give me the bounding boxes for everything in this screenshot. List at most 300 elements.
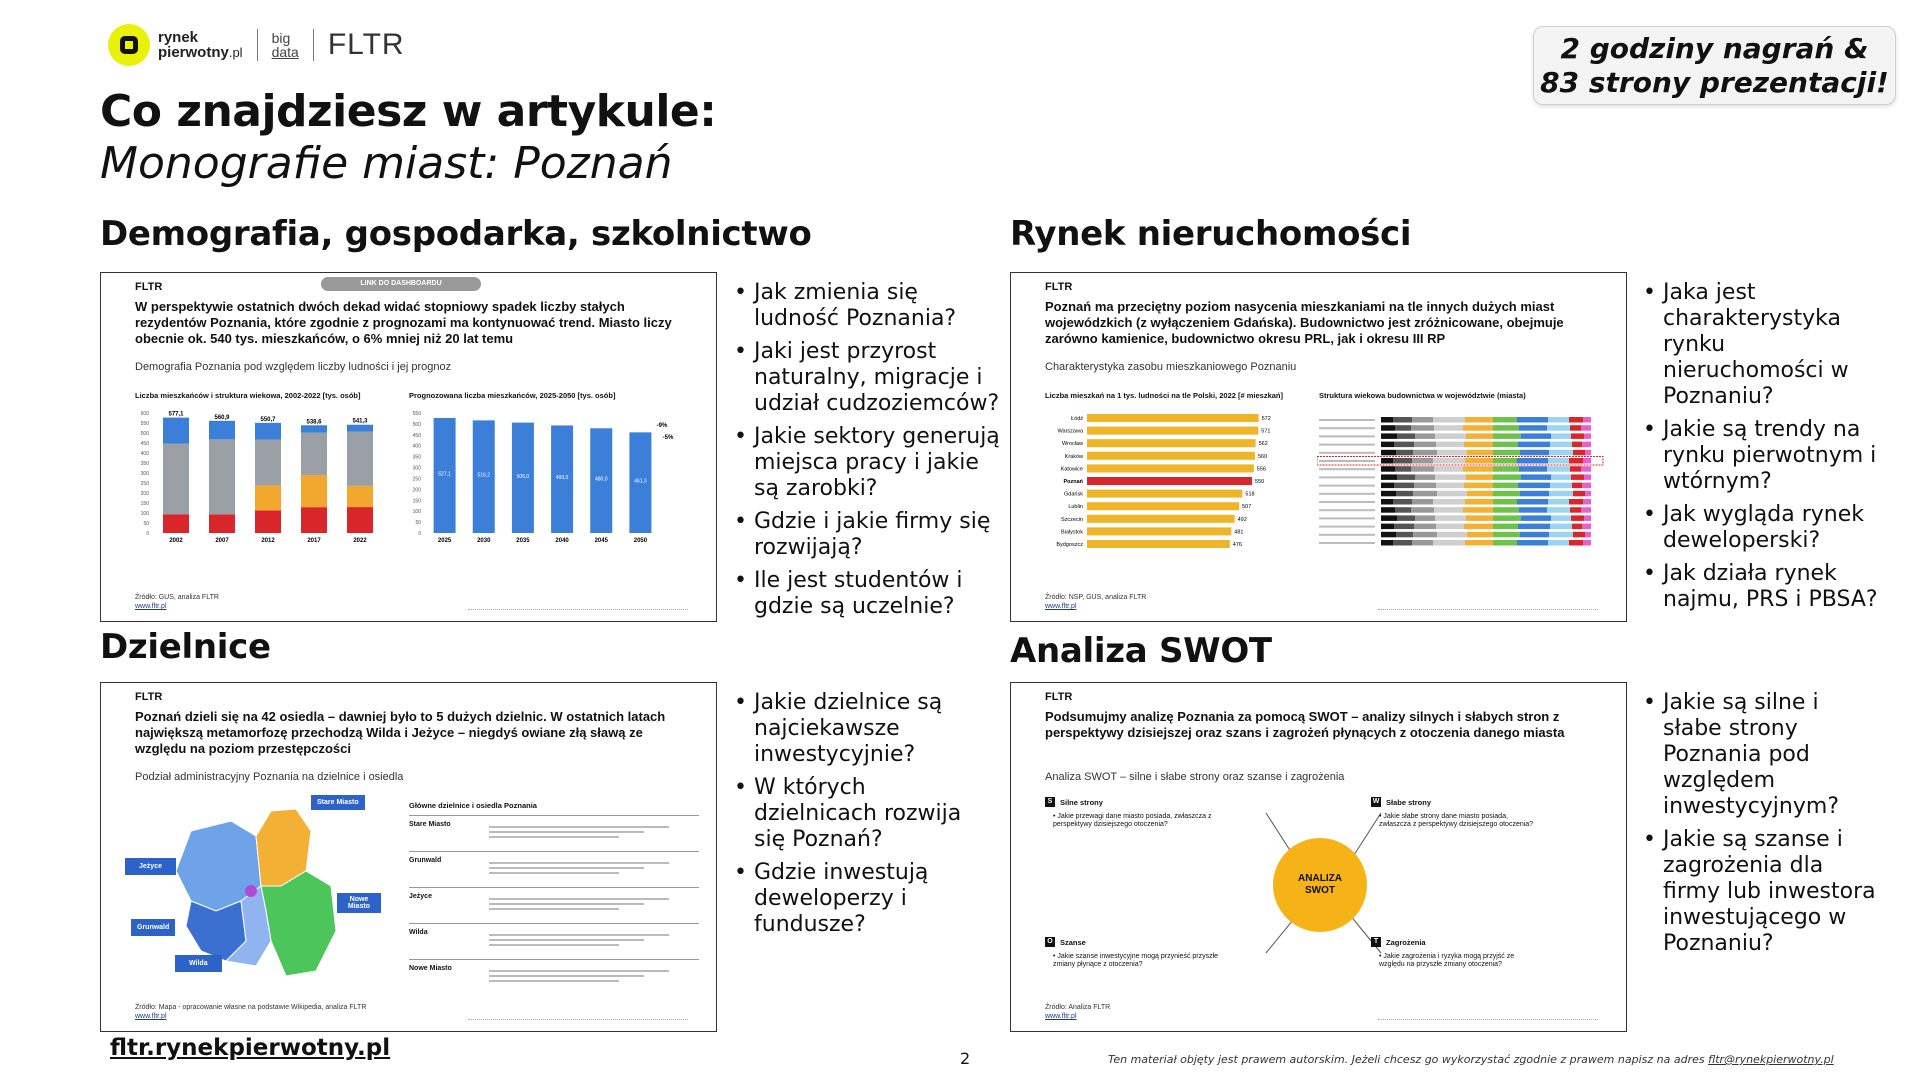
stripe-segment xyxy=(1493,466,1519,472)
stripe-segment xyxy=(1517,499,1548,505)
row-label-placeholder xyxy=(1319,468,1375,470)
promo-box xyxy=(1533,26,1896,105)
stripe-segment xyxy=(1436,524,1464,530)
bar-total-label: 560,9 xyxy=(214,414,230,421)
promo-line1: 2 godziny nagrań & xyxy=(1560,31,1869,65)
district-row-name: Nowe Miasto xyxy=(409,965,452,972)
stripe-segment xyxy=(1581,425,1591,431)
stripe-segment xyxy=(1434,425,1463,431)
stripe-segment xyxy=(1521,433,1551,439)
bar-value-label: 507 xyxy=(1242,504,1252,511)
stripe-segment xyxy=(1466,515,1493,521)
stripe-segment xyxy=(1393,540,1412,546)
category-label: Łódź xyxy=(1071,416,1083,422)
stripe-segment xyxy=(1547,425,1570,431)
bullet-item: • Ile jest studentów i gdzie są uczelnie? xyxy=(734,568,1004,620)
stripe-segment xyxy=(1411,425,1434,431)
copyright-email[interactable]: fltr@rynekpierwotny.pl xyxy=(1708,1053,1834,1066)
row-label-placeholder xyxy=(1319,427,1375,429)
bullet-item: • Jakie sektory generują miejsca pracy i jakie są zarobki? xyxy=(734,424,1004,502)
stripe-segment xyxy=(1381,507,1395,513)
forecast-chart xyxy=(405,405,695,555)
stripe-segment xyxy=(1550,483,1572,489)
row-label-placeholder xyxy=(1319,485,1375,487)
stripe-segment xyxy=(1433,417,1465,423)
housing-bar xyxy=(1087,515,1235,523)
stripe-segment xyxy=(1572,483,1582,489)
slide-brand: FLTR xyxy=(1045,691,1073,703)
stripe-segment xyxy=(1467,450,1493,456)
swot-quadrant xyxy=(1371,797,1591,829)
y-tick-label: 300 xyxy=(412,465,421,472)
logo-row xyxy=(108,22,405,68)
districts-list-title: Główne dzielnice i osiedla Poznania xyxy=(409,801,537,810)
stripe-segment xyxy=(1414,442,1436,448)
bar-segment xyxy=(347,507,373,533)
stripe-segment xyxy=(1465,458,1493,464)
bar-segment xyxy=(301,507,327,533)
stripe-segment xyxy=(1493,524,1518,530)
x-tick-label: 2017 xyxy=(307,538,321,544)
swot-text: • Jakie słabe strony dane miasto posiada, zwłaszcza z perspektywy dzisiejszego otoczenia? xyxy=(1379,813,1534,828)
stripe-segment xyxy=(1572,524,1582,530)
stripe-segment xyxy=(1397,515,1415,521)
stripe-segment xyxy=(1465,540,1493,546)
panel-title-right: Struktura wiekowa budownictwa w województwie (miasta) xyxy=(1319,391,1526,400)
bar-segment xyxy=(301,433,327,475)
swot-title: Szanse xyxy=(1060,937,1086,947)
stripe-segment xyxy=(1437,450,1467,456)
bar-value-label: 562 xyxy=(1258,441,1268,448)
stripe-segment xyxy=(1463,425,1493,431)
map-label-jezyce: Jeżyce xyxy=(125,858,176,875)
logo-line1: rynek xyxy=(158,29,199,46)
slide-source: Źródło: Analiza FLTR www.fltr.pl xyxy=(1045,1004,1111,1020)
change-annotation: -9% xyxy=(656,423,668,429)
bar-segment xyxy=(255,439,281,485)
stripe-segment xyxy=(1464,524,1493,530)
stripe-segment xyxy=(1582,483,1591,489)
stripe-segment xyxy=(1381,491,1396,497)
slide-dzielnice[interactable] xyxy=(100,682,717,1032)
bar-value-label: 461,3 xyxy=(634,478,647,485)
row-label-placeholder xyxy=(1319,534,1375,536)
stripe-segment xyxy=(1465,499,1493,505)
district-row-name: Jeżyce xyxy=(409,893,432,900)
stripe-segment xyxy=(1463,466,1493,472)
stripe-segment xyxy=(1493,433,1521,439)
swot-letter: S xyxy=(1045,797,1055,807)
slide-brand: FLTR xyxy=(135,691,163,703)
bar-value-label: 560 xyxy=(1258,453,1268,460)
stripe-segment xyxy=(1381,499,1393,505)
bar-value-label: 572 xyxy=(1261,416,1271,422)
page-number: 2 xyxy=(960,1049,971,1068)
y-tick-label: 50 xyxy=(143,521,149,527)
heading-rynek: Rynek nieruchomości xyxy=(1010,214,1412,254)
stripe-segment xyxy=(1435,515,1466,521)
heading-swot: Analiza SWOT xyxy=(1010,631,1272,671)
stripe-segment xyxy=(1437,532,1467,538)
housing-bar xyxy=(1087,502,1239,510)
stripe-segment xyxy=(1412,417,1433,423)
promo-line2: 83 strony prezentacji! xyxy=(1540,65,1889,99)
bullet-item: • W których dzielnicach rozwija się Poznań? xyxy=(734,775,994,853)
stripe-segment xyxy=(1381,540,1393,546)
stripe-segment xyxy=(1394,524,1414,530)
stripe-segment xyxy=(1463,507,1493,513)
stripe-segment xyxy=(1395,425,1411,431)
map-label-nowe-miasto: Nowe Miasto xyxy=(337,893,381,913)
stripe-segment xyxy=(1396,491,1413,497)
stripe-segment xyxy=(1412,499,1433,505)
slide-swot[interactable] xyxy=(1010,682,1627,1032)
y-tick-label: 500 xyxy=(140,431,149,437)
district-row-name: Stare Miasto xyxy=(409,821,451,828)
bar-segment xyxy=(347,432,373,486)
bullets-swot xyxy=(1643,690,1883,964)
row-label-placeholder xyxy=(1319,493,1375,495)
stripe-segment xyxy=(1584,474,1591,480)
copyright-notice: Ten materiał objęty jest prawem autorskim. Jeżeli chcesz go wykorzystać zgodnie z prawem napisz na adres fltr@rynekpierwotny.pl xyxy=(1108,1053,1834,1066)
rynekpierwotny-logo-icon xyxy=(108,24,150,66)
x-tick-label: 2012 xyxy=(261,538,275,544)
y-tick-label: 100 xyxy=(140,511,149,517)
panel-title-left: Liczba mieszkań na 1 tys. ludności na tle Polski, 2022 [# mieszkań] xyxy=(1045,391,1284,400)
district-row xyxy=(409,851,699,887)
y-tick-label: 150 xyxy=(412,498,421,505)
stripe-segment xyxy=(1394,442,1414,448)
housing-bar xyxy=(1087,490,1242,498)
y-tick-label: 550 xyxy=(140,421,149,427)
category-label: Warszawa xyxy=(1057,428,1083,435)
stripe-segment xyxy=(1381,433,1397,439)
stripe-segment xyxy=(1413,532,1437,538)
y-tick-label: 200 xyxy=(412,487,421,494)
stripe-segment xyxy=(1381,450,1396,456)
logo-line2: pierwotny xyxy=(158,44,229,61)
bullets-rynek xyxy=(1643,280,1883,620)
stripe-segment xyxy=(1381,515,1397,521)
district-row xyxy=(409,887,699,923)
bar-segment xyxy=(209,421,235,440)
district-row xyxy=(409,923,699,959)
category-label: Kraków xyxy=(1064,453,1083,460)
stripe-segment xyxy=(1570,466,1581,472)
stripe-segment xyxy=(1437,491,1467,497)
stripe-segment xyxy=(1395,466,1411,472)
stripe-segment xyxy=(1396,532,1413,538)
swot-title: Słabe strony xyxy=(1386,797,1432,807)
stripe-segment xyxy=(1517,540,1548,546)
y-tick-label: 550 xyxy=(412,411,421,417)
stripe-segment xyxy=(1572,442,1582,448)
slide-rynek[interactable] xyxy=(1010,272,1627,622)
category-label: Białystok xyxy=(1060,529,1083,536)
bar-value-label: 527,1 xyxy=(438,471,451,478)
age-structure-chart xyxy=(131,405,391,555)
bullet-item: • Jaka jest charakterystyka rynku nieruchomości w Poznaniu? xyxy=(1643,280,1883,410)
bullets-dzielnice xyxy=(734,690,994,945)
bar-segment xyxy=(163,514,189,533)
stripe-segment xyxy=(1393,499,1412,505)
bar-segment xyxy=(255,423,281,440)
stripe-segment xyxy=(1583,417,1591,423)
bullet-item: • Jakie dzielnice są najciekawsze inwestycyjnie? xyxy=(734,690,994,768)
category-label: Gdańsk xyxy=(1064,491,1083,498)
bar-value-label: 480,0 xyxy=(594,476,608,483)
stripe-segment xyxy=(1493,540,1517,546)
heading-dzielnice: Dzielnice xyxy=(100,627,271,667)
stripe-segment xyxy=(1550,524,1572,530)
dashboard-link-badge[interactable]: LINK DO DASHBOARDU xyxy=(321,277,481,291)
housing-bar xyxy=(1087,452,1255,460)
stripe-segment xyxy=(1493,507,1519,513)
y-tick-label: 450 xyxy=(412,432,421,439)
stripe-segment xyxy=(1436,483,1464,489)
swot-letter: O xyxy=(1045,937,1055,947)
housing-bar xyxy=(1087,477,1252,485)
stripe-segment xyxy=(1493,474,1521,480)
row-label-placeholder xyxy=(1319,501,1375,503)
stripe-segment xyxy=(1569,499,1583,505)
stripe-segment xyxy=(1433,458,1465,464)
stripe-segment xyxy=(1570,425,1581,431)
slide-headline: Poznań dzieli się na 42 osiedla – dawniej było to 5 dużych dzielnic. W ostatnich latach największą metamorfozę przechodzą Wilda i Jeżyce – niegdyś owiane złą sławą ze względu na poziom przestępczości xyxy=(135,709,666,756)
y-tick-label: 200 xyxy=(140,491,149,497)
y-tick-label: 250 xyxy=(412,476,421,483)
x-tick-label: 2050 xyxy=(633,538,648,544)
bullet-item: • Jak zmienia się ludność Poznania? xyxy=(734,280,1004,332)
category-label: Szczecin xyxy=(1060,516,1083,523)
stripe-segment xyxy=(1571,515,1584,521)
bar-segment xyxy=(347,425,373,432)
bar-value-label: 556 xyxy=(1256,466,1266,473)
swot-letter: W xyxy=(1372,798,1380,805)
x-tick-label: 2007 xyxy=(215,538,229,544)
slide-source: Źródło: GUS, analiza FLTR www.fltr.pl xyxy=(135,594,219,610)
stripe-segment xyxy=(1412,458,1433,464)
stripe-segment xyxy=(1520,532,1549,538)
stripe-segment xyxy=(1396,450,1413,456)
row-label-placeholder xyxy=(1319,509,1375,511)
stripe-segment xyxy=(1548,540,1569,546)
stripe-segment xyxy=(1551,474,1571,480)
logo-suffix: .pl xyxy=(228,45,243,60)
category-label: Bydgoszcz xyxy=(1056,542,1083,548)
bullet-item: • Jakie są trendy na rynku pierwotnym i wtórnym? xyxy=(1643,417,1883,495)
stripe-segment xyxy=(1518,483,1550,489)
stripe-segment xyxy=(1435,474,1466,480)
x-tick-label: 2045 xyxy=(594,538,608,544)
stripe-segment xyxy=(1467,491,1493,497)
stripe-segment xyxy=(1466,474,1493,480)
swot-letter: T xyxy=(1371,937,1381,947)
stripe-segment xyxy=(1585,491,1591,497)
stripe-segment xyxy=(1551,515,1571,521)
housing-bar xyxy=(1087,427,1258,435)
stripe-segment xyxy=(1436,442,1464,448)
slide-subtitle: Demografia Poznania pod względem liczby ludności i jej prognoz xyxy=(135,361,452,373)
stripe-segment xyxy=(1493,425,1519,431)
x-tick-label: 2002 xyxy=(169,538,183,544)
stripe-segment xyxy=(1393,417,1412,423)
stripe-segment xyxy=(1493,483,1518,489)
fltr-logo: FLTR xyxy=(327,28,405,61)
stripe-segment xyxy=(1493,499,1517,505)
y-tick-label: 400 xyxy=(140,451,149,457)
map-label-stare-miasto: Stare Miasto xyxy=(311,795,365,810)
map-label-wilda: Wilda xyxy=(175,955,222,972)
slide-source: Źródło: Mapa - opracowanie własne na podstawie Wikipedia, analiza FLTR www.fltr.pl xyxy=(135,1004,367,1020)
heading-demografia: Demografia, gospodarka, szkolnictwo xyxy=(100,214,812,254)
stripe-segment xyxy=(1493,532,1520,538)
stripe-segment xyxy=(1381,474,1397,480)
bullet-item: • Jakie są szanse i zagrożenia dla firmy lub inwestora inwestującego w Poznaniu? xyxy=(1643,827,1883,957)
slide-demografia[interactable] xyxy=(100,272,717,622)
swot-text: • Jakie szanse inwestycyjne mogą przynieść przyszłe zmiany płynące z otoczenia? xyxy=(1053,953,1219,968)
stripe-segment xyxy=(1435,433,1466,439)
slide-source: Źródło: NSP, GUS, analiza FLTR www.fltr.pl xyxy=(1045,594,1147,610)
bigdata-line1: big xyxy=(271,30,291,46)
slide-brand: FLTR xyxy=(135,281,163,293)
category-label: Wrocław xyxy=(1062,441,1083,448)
x-tick-label: 2040 xyxy=(555,538,569,544)
x-tick-label: 2035 xyxy=(516,538,530,544)
y-tick-label: 350 xyxy=(140,461,149,467)
x-tick-label: 2022 xyxy=(353,538,367,544)
stripe-segment xyxy=(1381,524,1394,530)
swot-quadrant xyxy=(1045,797,1265,829)
housing-bar xyxy=(1087,527,1231,535)
stripe-segment xyxy=(1414,524,1436,530)
stripe-segment xyxy=(1549,450,1573,456)
row-label-placeholder xyxy=(1319,435,1375,437)
slide-subtitle: Analiza SWOT – silne i słabe strony oraz szanse i zagrożenia xyxy=(1045,771,1345,783)
stripe-segment xyxy=(1549,532,1573,538)
stripe-segment xyxy=(1569,540,1583,546)
stripe-segment xyxy=(1584,515,1591,521)
row-label-placeholder xyxy=(1319,476,1375,478)
housing-chart xyxy=(1041,413,1301,563)
row-label-placeholder xyxy=(1319,460,1375,462)
bullet-item: • Gdzie inwestują deweloperzy i fundusze? xyxy=(734,860,994,938)
stripe-segment xyxy=(1493,458,1517,464)
stripe-segment xyxy=(1548,417,1569,423)
bar-total-label: 577,1 xyxy=(168,411,184,418)
stripe-segment xyxy=(1381,466,1395,472)
change-annotation: -5% xyxy=(662,435,674,441)
stripe-segment xyxy=(1547,466,1570,472)
y-tick-label: 350 xyxy=(412,454,421,461)
slide-headline: Poznań ma przeciętny poziom nasycenia mieszkaniami na tle innych dużych miast wojewódzkich (z wyłączeniem Gdańska). Budownictwo jest zróżnicowane, obejmuje zarówno kamienice, budownictwo okresu PRL, jak i okresu III RP xyxy=(1045,299,1564,346)
x-tick-label: 2025 xyxy=(437,538,452,544)
category-label: Poznań xyxy=(1063,479,1083,485)
stripe-segment xyxy=(1464,483,1493,489)
footer-link[interactable]: fltr.rynekpierwotny.pl xyxy=(110,1035,391,1061)
bullet-item: • Jak działa rynek najmu, PRS i PBSA? xyxy=(1643,561,1883,613)
bar-total-label: 541,3 xyxy=(352,418,368,425)
stripe-segment xyxy=(1520,450,1549,456)
stripe-segment xyxy=(1517,458,1548,464)
bullet-item: • Jaki jest przyrost naturalny, migracje i udział cudzoziemców? xyxy=(734,339,1004,417)
slide-headline: W perspektywie ostatnich dwóch dekad widać stopniowy spadek liczby stałych rezydentów Poznania, które zgodnie z prognozami ma kontynuować trend. Miasto liczy obecnie ok. 540 tys. mieszkańców, o 6% mniej niż 20 lat temu xyxy=(135,299,672,346)
housing-bar xyxy=(1087,439,1256,447)
stripe-segment xyxy=(1569,458,1583,464)
bar-value-label: 481 xyxy=(1234,529,1244,536)
swot-text: • Jakie zagrożenia i ryzyka mogą przyjść ze względu na przyszłe zmiany otoczenia? xyxy=(1379,953,1515,968)
stripe-segment xyxy=(1381,458,1393,464)
stripe-segment xyxy=(1434,466,1463,472)
y-tick-label: 250 xyxy=(140,481,149,487)
bar-total-label: 538,6 xyxy=(306,419,322,426)
bar-segment xyxy=(255,510,281,533)
stripe-segment xyxy=(1519,507,1547,513)
panel-title-right: Prognozowana liczba mieszkańców, 2025-2050 [tys. osób] xyxy=(409,391,616,400)
stripe-segment xyxy=(1519,425,1547,431)
stripe-segment xyxy=(1520,491,1549,497)
stripe-segment xyxy=(1518,524,1550,530)
bar-value-label: 476 xyxy=(1232,542,1242,548)
stripe-segment xyxy=(1394,483,1414,489)
stripe-segment xyxy=(1493,515,1521,521)
stripe-segment xyxy=(1585,532,1591,538)
map-label-grunwald: Grunwald xyxy=(131,919,175,936)
bullets-demografia xyxy=(734,280,1004,627)
bullet-item: • Jak wygląda rynek deweloperski? xyxy=(1643,502,1883,554)
stripe-segment xyxy=(1493,491,1520,497)
row-label-placeholder xyxy=(1319,542,1375,544)
stripe-segment xyxy=(1493,450,1520,456)
bar-value-label: 492 xyxy=(1237,516,1247,523)
page-subtitle: Monografie miast: Poznań xyxy=(100,138,673,189)
bar-value-label: 571 xyxy=(1261,428,1271,435)
stripe-segment xyxy=(1415,515,1435,521)
stripe-segment xyxy=(1414,483,1436,489)
bar-segment xyxy=(163,444,189,515)
bar-value-label: 518 xyxy=(1245,491,1255,498)
stripe-segment xyxy=(1521,474,1551,480)
bar-segment xyxy=(209,514,235,533)
stripe-segment xyxy=(1521,515,1551,521)
stripe-segment xyxy=(1415,474,1435,480)
y-tick-label: 0 xyxy=(418,531,421,537)
stripe-segment xyxy=(1381,417,1393,423)
bar-value-label: 506,0 xyxy=(516,473,530,480)
stripe-segment xyxy=(1585,450,1591,456)
stripe-segment xyxy=(1571,433,1584,439)
district-row-name: Wilda xyxy=(409,929,428,936)
y-tick-label: 600 xyxy=(140,411,149,417)
row-label-placeholder xyxy=(1319,526,1375,528)
swot-center-circle: ANALIZA SWOT xyxy=(1273,838,1367,932)
slide-subtitle: Charakterystyka zasobu mieszkaniowego Poznaniu xyxy=(1045,361,1297,373)
y-tick-label: 150 xyxy=(140,501,149,507)
stripe-segment xyxy=(1551,433,1571,439)
stripe-segment xyxy=(1397,433,1415,439)
housing-bar xyxy=(1087,414,1259,422)
swot-title: Zagrożenia xyxy=(1386,937,1426,947)
bullet-item: • Gdzie i jakie firmy się rozwijają? xyxy=(734,509,1004,561)
stripe-segment xyxy=(1493,442,1518,448)
stripe-segment xyxy=(1547,507,1570,513)
swot-quadrant xyxy=(1045,937,1265,969)
stripe-segment xyxy=(1397,474,1415,480)
stripe-segment xyxy=(1581,466,1591,472)
bullet-item: • Jakie są silne i słabe strony Poznania pod względem inwestycyjnym? xyxy=(1643,690,1883,820)
row-label-placeholder xyxy=(1319,419,1375,421)
swot-quadrant xyxy=(1371,937,1591,969)
